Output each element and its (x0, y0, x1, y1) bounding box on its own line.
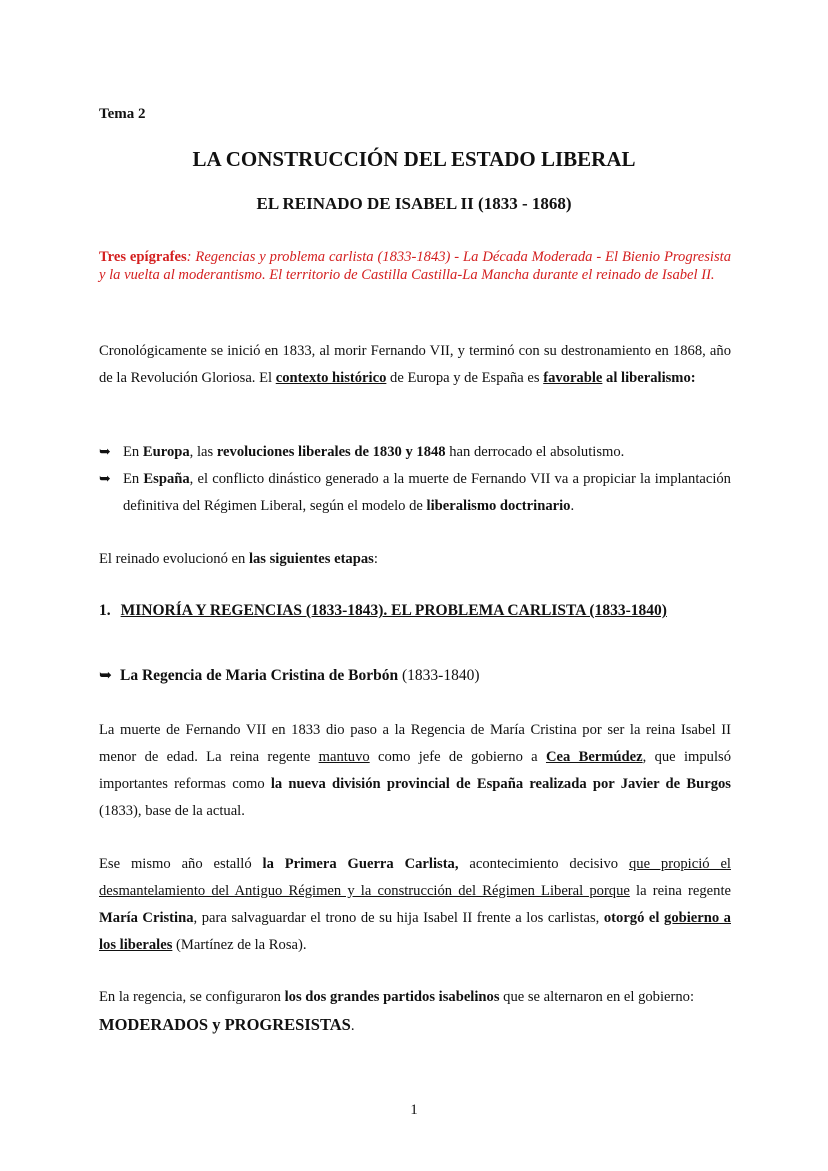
partidos-paragraph (99, 984, 731, 1040)
arrow-bullet-icon: ➥ (99, 667, 112, 684)
paragraph-text: que se alternaron en el gobierno: (499, 989, 695, 1005)
epigrafes-text: : Regencias y problema carlista (1833-1843) - La Década Moderada - El Bienio Progresista y la vuelta al moderantismo. El territorio de Castilla Castilla-La Mancha durante el reinado de Isabel II. (99, 249, 731, 283)
section-number: 1. (99, 602, 111, 619)
intro-underline-2: favorable (543, 370, 603, 386)
context-bullet-list (99, 439, 731, 520)
arrow-bullet-icon: ➥ (99, 472, 111, 487)
page-number: 1 (410, 1102, 418, 1118)
paragraph-bold: los dos grandes partidos isabelinos (284, 989, 500, 1005)
bullet-text: En (123, 471, 144, 487)
paragraph-text: como jefe de gobierno a (369, 749, 546, 765)
paragraph-text: En la regencia, se configuraron (99, 989, 285, 1005)
paragraph-text: (Martínez de la Rosa). (172, 937, 307, 953)
bullet-bold: liberalismo doctrinario (426, 498, 571, 514)
paragraph-bold: la Primera Guerra Carlista, (262, 856, 459, 872)
paragraph-bold: otorgó el (603, 910, 665, 926)
etapas-paragraph (99, 546, 731, 573)
paragraph-text: (1833), base de la actual. (99, 803, 245, 819)
intro-text-2: de Europa y de España es (386, 370, 544, 386)
paragraph-text: , para salvaguardar el trono de su hija Isabel II frente a los carlistas, (193, 910, 604, 926)
intro-bold-1: al liberalismo: (602, 370, 696, 386)
paragraph-underline: mantuvo (318, 749, 370, 765)
bullet-europa (99, 439, 731, 466)
paragraph-text: Ese mismo año estalló (99, 856, 263, 872)
topic-label: Tema 2 (99, 106, 146, 122)
paragraph-bold: la nueva división provincial de España realizada por Javier de Burgos (270, 776, 731, 792)
section-heading-1 (99, 602, 667, 620)
paragraph-bold-underline: gobierno a los liberales (99, 910, 731, 953)
bullet-bold: España (143, 471, 190, 487)
bullet-text: . (570, 498, 575, 514)
bullet-text: han derrocado el absolutismo. (445, 444, 625, 460)
subsection-heading (99, 666, 480, 685)
document-title: LA CONSTRUCCIÓN DEL ESTADO LIBERAL (192, 147, 636, 171)
bullet-text: En (123, 444, 143, 460)
paragraph-bold: María Cristina (99, 910, 194, 926)
parties-emphasis: MODERADOS y PROGRESISTAS (99, 1015, 351, 1034)
section-title: MINORÍA Y REGENCIAS (1833-1843). EL PROBLEMA CARLISTA (1833-1840) (120, 602, 667, 619)
epigrafes-paragraph (99, 248, 731, 284)
paragraph-text: , que impulsó importantes reformas como (99, 749, 731, 792)
etapas-text: : (373, 551, 378, 567)
arrow-bullet-icon: ➥ (99, 445, 111, 460)
intro-text-1: Cronológicamente se inició en 1833, al morir Fernando VII, y terminó con su destronamiento en 1868, año de la Revolución Gloriosa. El (99, 343, 731, 386)
etapas-text: El reinado evolucionó en (99, 551, 249, 567)
bullet-text: , las (189, 444, 217, 460)
etapas-bold: las siguientes etapas (248, 551, 374, 567)
paragraph-text: La muerte de Fernando VII en 1833 dio paso a la Regencia de María Cristina por ser la reina Isabel II menor de edad. La reina regente (99, 722, 731, 765)
paragraph-underline: que propició el desmantelamiento del Antiguo Régimen y la construcción del Régimen Liberal porque (99, 856, 731, 899)
subsection-title: La Regencia de Maria Cristina de Borbón (120, 667, 399, 684)
bullet-bold: revoluciones liberales de 1830 y 1848 (216, 444, 446, 460)
bullet-espana (99, 466, 731, 520)
regencia-paragraph (99, 717, 731, 825)
intro-underline-1: contexto histórico (275, 370, 387, 386)
paragraph-bold-underline: Cea Bermúdez (545, 749, 643, 765)
document-subtitle: EL REINADO DE ISABEL II (1833 - 1868) (256, 194, 572, 213)
epigrafes-label: Tres epígrafes (99, 249, 187, 265)
bullet-bold: Europa (142, 444, 190, 460)
bullet-text: , el conflicto dinástico generado a la muerte de Fernando VII va a propiciar la implantación definitiva del Régimen Liberal, según el modelo de (123, 471, 731, 514)
paragraph-text: la reina regente (629, 883, 731, 899)
subsection-dates: (1833-1840) (398, 667, 480, 684)
intro-paragraph (99, 338, 731, 392)
guerra-carlista-paragraph (99, 851, 731, 959)
paragraph-text: acontecimiento decisivo (458, 856, 629, 872)
paragraph-text: . (350, 1018, 355, 1034)
